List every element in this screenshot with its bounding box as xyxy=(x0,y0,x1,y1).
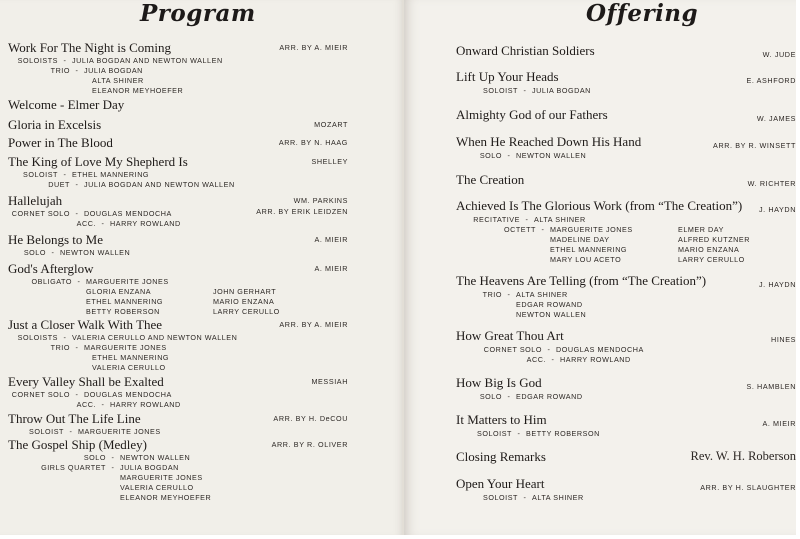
program-item: Work For The Night is Coming ARR. BY A. MIEIR SOLOISTS - JULIA BOGDAN AND NEWTON WALLEN TRIO - JULIA BOGDAN ALTA SHINER ELEANOR MEYHOEFER xyxy=(8,40,348,95)
program-item-credit: A. MIEIR xyxy=(314,264,348,273)
program-item: God's Afterglow A. MIEIR OBLIGATO - MARGUERITE JONES GLORIA ENZANA ETHEL MANNERING BETTY ROBERSON JOHN GERHART MARIO ENZANA LARRY CERULLO xyxy=(8,261,348,316)
trio-name: EDGAR ROWAND xyxy=(516,299,583,309)
offering-item-credit: ARR. BY H. SLAUGHTER xyxy=(700,483,796,492)
offering-item: Lift Up Your Heads E. ASHFORD SOLOIST - JULIA BOGDAN xyxy=(456,69,796,95)
obligato-label: OBLIGATO xyxy=(31,277,72,286)
acc-label: ACC. xyxy=(76,399,96,409)
trio-name: ALTA SHINER xyxy=(92,75,144,85)
offering-item xyxy=(456,172,796,188)
program-item-title: Power in The Blood xyxy=(8,135,113,150)
octett-name: MARGUERITE JONES xyxy=(550,224,633,234)
cornet-solo-name: DOUGLAS MENDOCHA xyxy=(84,390,172,399)
octett-name: MARY LOU ACETO xyxy=(550,254,622,264)
offering-item-title: How Big Is God xyxy=(456,375,542,390)
obligato-name: LARRY CERULLO xyxy=(213,306,280,316)
offering-item-credit: S. HAMBLEN xyxy=(746,382,796,391)
program-item xyxy=(8,135,348,151)
soloists-label: SOLOISTS xyxy=(17,333,58,342)
program-item-title: God's Afterglow xyxy=(8,261,94,276)
offering-item-title: The Heavens Are Telling (from “The Creation”) xyxy=(456,273,707,288)
duet-names: JULIA BOGDAN AND NEWTON WALLEN xyxy=(84,179,235,189)
solo-name: NEWTON WALLEN xyxy=(60,248,131,257)
recitative-name: ALTA SHINER xyxy=(534,215,586,224)
program-item-credit: SHELLEY xyxy=(311,157,348,166)
program-item: Every Valley Shall be Exalted MESSIAH CORNET SOLO - DOUGLAS MENDOCHA ACC. - HARRY ROWLAND xyxy=(8,374,348,409)
program-heading: Program xyxy=(140,0,256,27)
program-item-credit: ARR. BY N. HAAG xyxy=(278,138,348,147)
solo-name: NEWTON WALLEN xyxy=(516,151,587,160)
cornet-solo-name: DOUGLAS MENDOCHA xyxy=(84,209,172,218)
octett-label: OCTETT xyxy=(503,224,536,234)
obligato-name: GLORIA ENZANA xyxy=(86,286,152,296)
program-item-credit: A. MIEIR xyxy=(314,235,348,244)
program-item-title: Throw Out The Life Line xyxy=(8,411,141,426)
offering-item-title: Onward Christian Soldiers xyxy=(456,43,595,58)
obligato-name: MARIO ENZANA xyxy=(213,296,275,306)
soloists-label: SOLOISTS xyxy=(17,56,58,65)
obligato-name: MARGUERITE JONES xyxy=(86,277,169,286)
recitative-label: RECITATIVE xyxy=(473,215,520,224)
acc-label: ACC. xyxy=(526,354,546,364)
offering-item xyxy=(456,107,796,123)
cornet-solo-label: CORNET SOLO xyxy=(483,345,542,354)
offering-item-title: How Great Thou Art xyxy=(456,328,564,343)
offering-item-credit: J. HAYDN xyxy=(758,280,796,289)
trio-name: ALTA SHINER xyxy=(516,290,568,299)
obligato-name: JOHN GERHART xyxy=(213,286,277,296)
program-item xyxy=(8,97,348,113)
soloist-label: SOLOIST xyxy=(482,493,518,502)
solo-label: SOLO xyxy=(479,151,502,160)
quartet-name: VALERIA CERULLO xyxy=(120,482,194,492)
trio-name: ELEANOR MEYHOEFER xyxy=(92,85,184,95)
offering-item: How Great Thou Art HINES CORNET SOLO - DOUGLAS MENDOCHA ACC. - HARRY ROWLAND xyxy=(456,328,796,364)
program-item-title: Work For The Night is Coming xyxy=(8,40,172,55)
program-item-title: Gloria in Excelsis xyxy=(8,117,102,132)
program-item-title: The Gospel Ship (Medley) xyxy=(8,437,148,452)
program-item: Hallelujah WM. PARKINS ARR. BY ERIK LEIDZEN CORNET SOLO - DOUGLAS MENDOCHA ACC. - HARRY ROWLAND xyxy=(8,193,348,228)
program-item-title: The King of Love My Shepherd Is xyxy=(8,154,188,169)
offering-item-title: Lift Up Your Heads xyxy=(456,69,559,84)
trio-name: ETHEL MANNERING xyxy=(92,352,170,362)
octett-name: ELMER DAY xyxy=(678,224,724,234)
acc-name: HARRY ROWLAND xyxy=(110,218,181,228)
soloist-name: MARGUERITE JONES xyxy=(78,427,161,436)
offering-item-credit: ARR. BY R. WINSETT xyxy=(713,141,796,150)
program-item-credit: ARR. BY A. MIEIR xyxy=(279,43,348,52)
soloist-name: BETTY ROBERSON xyxy=(526,429,600,438)
soloist-label: SOLOIST xyxy=(28,427,64,436)
offering-item-title: The Creation xyxy=(456,172,525,187)
cornet-solo-label: CORNET SOLO xyxy=(11,390,70,399)
soloists-names: VALERIA CERULLO AND NEWTON WALLEN xyxy=(72,333,238,342)
program-item-title: Welcome - Elmer Day xyxy=(8,97,125,112)
offering-item-title: Almighty God of our Fathers xyxy=(456,107,608,122)
trio-name: VALERIA CERULLO xyxy=(92,362,166,372)
offering-item: The Heavens Are Telling (from “The Creation”) J. HAYDN TRIO - ALTA SHINER EDGAR ROWAND NEWTON WALLEN xyxy=(456,273,796,319)
program-item-credit: WM. PARKINS xyxy=(293,196,348,205)
octett-name: MADELINE DAY xyxy=(550,234,610,244)
cornet-solo-name: DOUGLAS MENDOCHA xyxy=(556,345,644,354)
offering-item: It Matters to Him A. MIEIR SOLOIST - BETTY ROBERSON xyxy=(456,412,796,438)
soloist-name: ETHEL MANNERING xyxy=(72,170,150,179)
trio-name: NEWTON WALLEN xyxy=(516,309,587,319)
offering-item-credit: Rev. W. H. Roberson xyxy=(690,449,796,463)
offering-item: When He Reached Down His Hand ARR. BY R. WINSETT SOLO - NEWTON WALLEN xyxy=(456,134,796,160)
offering-item-credit: W. JAMES xyxy=(756,114,796,123)
offering-page xyxy=(404,0,796,535)
program-item-title: Every Valley Shall be Exalted xyxy=(8,374,164,389)
program-item: Throw Out The Life Line ARR. BY H. DeCOU SOLOIST - MARGUERITE JONES xyxy=(8,411,348,436)
offering-item: How Big Is God S. HAMBLEN SOLO - EDGAR ROWAND xyxy=(456,375,796,401)
offering-item: Achieved Is The Glorious Work (from “The Creation”) J. HAYDN RECITATIVE - ALTA SHINER OCTETT - MARGUERITE JONES MADELINE DAY ETHEL MANNERING MARY LOU ACETO ELMER DAY ALFRED KUTZNER MARIO ENZANA LARRY CERULLO xyxy=(456,198,796,264)
solo-label: SOLO xyxy=(83,453,106,462)
acc-name: HARRY ROWLAND xyxy=(110,399,181,409)
quartet-name: JULIA BOGDAN xyxy=(120,462,179,472)
offering-item-title: Closing Remarks xyxy=(456,449,546,464)
program-item-title: He Belongs to Me xyxy=(8,232,103,247)
duet-label: DUET xyxy=(48,179,70,189)
offering-item: Open Your Heart ARR. BY H. SLAUGHTER SOLOIST - ALTA SHINER xyxy=(456,476,796,502)
program-item-credit: ARR. BY H. DeCOU xyxy=(273,414,348,423)
offering-item-credit: W. RICHTER xyxy=(747,179,796,188)
obligato-name: BETTY ROBERSON xyxy=(86,306,160,316)
program-item-title: Hallelujah xyxy=(8,193,63,208)
soloist-label: SOLOIST xyxy=(476,429,512,438)
program-item xyxy=(8,117,348,133)
trio-label: TRIO xyxy=(50,65,70,75)
soloist-label: SOLOIST xyxy=(482,86,518,95)
offering-item-title: When He Reached Down His Hand xyxy=(456,134,642,149)
girls-quartet-label: GIRLS QUARTET xyxy=(41,462,106,472)
trio-label: TRIO xyxy=(50,342,70,352)
offering-item-title: Achieved Is The Glorious Work (from “The Creation”) xyxy=(456,198,743,213)
solo-name: NEWTON WALLEN xyxy=(120,453,191,462)
quartet-name: MARGUERITE JONES xyxy=(120,472,203,482)
offering-item-credit: HINES xyxy=(771,335,796,344)
offering-heading: Offering xyxy=(586,0,699,27)
soloist-name: JULIA BOGDAN xyxy=(532,86,591,95)
obligato-name: ETHEL MANNERING xyxy=(86,296,164,306)
program-item: The Gospel Ship (Medley) ARR. BY R. OLIVER SOLO - NEWTON WALLEN GIRLS QUARTET - JULIA BOGDAN MARGUERITE JONES VALERIA CERULLO ELEANOR MEYHOEFER xyxy=(8,437,348,502)
soloist-name: ALTA SHINER xyxy=(532,493,584,502)
program-item: The King of Love My Shepherd Is SHELLEY SOLOIST - ETHEL MANNERING DUET - JULIA BOGDAN AND NEWTON WALLEN xyxy=(8,154,348,189)
offering-item-title: It Matters to Him xyxy=(456,412,547,427)
program-item-credit: MESSIAH xyxy=(311,377,348,386)
offering-item-credit: A. MIEIR xyxy=(762,419,796,428)
offering-item xyxy=(456,449,796,465)
octett-name: ETHEL MANNERING xyxy=(550,244,628,254)
offering-item xyxy=(456,43,796,59)
offering-item-title: Open Your Heart xyxy=(456,476,545,491)
program-item: Just a Closer Walk With Thee ARR. BY A. MIEIR SOLOISTS - VALERIA CERULLO AND NEWTON WALLEN TRIO - MARGUERITE JONES ETHEL MANNERING VALERIA CERULLO xyxy=(8,317,348,372)
acc-name: HARRY ROWLAND xyxy=(560,354,631,364)
program-item-credit: MOZART xyxy=(314,120,348,129)
octett-name: LARRY CERULLO xyxy=(678,254,745,264)
trio-label: TRIO xyxy=(482,290,502,299)
cornet-solo-label: CORNET SOLO xyxy=(11,209,70,218)
octett-name: MARIO ENZANA xyxy=(678,244,740,254)
solo-label: SOLO xyxy=(479,392,502,401)
program-item-title: Just a Closer Walk With Thee xyxy=(8,317,163,332)
offering-item-credit: J. HAYDN xyxy=(758,205,796,214)
program-item: He Belongs to Me A. MIEIR SOLO - NEWTON WALLEN xyxy=(8,232,348,257)
program-item-credit: ARR. BY A. MIEIR xyxy=(279,320,348,329)
solo-name: EDGAR ROWAND xyxy=(516,392,583,401)
program-item-credit: ARR. BY R. OLIVER xyxy=(271,440,348,449)
octett-name: ALFRED KUTZNER xyxy=(678,234,750,244)
offering-item-credit: W. JUDE xyxy=(762,50,796,59)
program-item-credit-arranger: ARR. BY ERIK LEIDZEN xyxy=(256,207,348,216)
acc-label: ACC. xyxy=(76,218,96,228)
soloist-label: SOLOIST xyxy=(22,170,58,179)
solo-label: SOLO xyxy=(23,248,46,257)
trio-name: MARGUERITE JONES xyxy=(84,342,167,352)
soloists-names: JULIA BOGDAN AND NEWTON WALLEN xyxy=(72,56,223,65)
offering-item-credit: E. ASHFORD xyxy=(746,76,796,85)
trio-name: JULIA BOGDAN xyxy=(84,65,143,75)
quartet-name: ELEANOR MEYHOEFER xyxy=(120,492,212,502)
